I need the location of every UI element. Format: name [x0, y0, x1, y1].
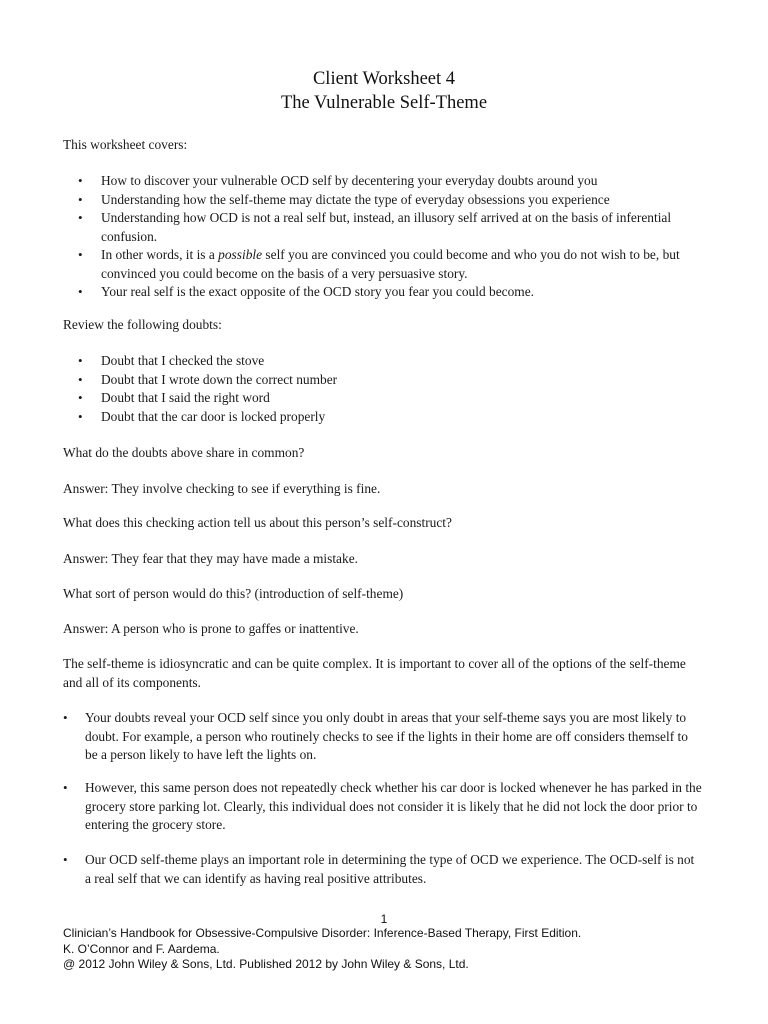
footer-line-3: @ 2012 John Wiley & Sons, Ltd. Published 2012 by John Wiley & Sons, Ltd. [63, 957, 469, 971]
doubt-item: • Doubt that the car door is locked properly [63, 408, 693, 427]
point-item: • However, this same person does not repeatedly check whether his car door is locked whenever he has parked in the grocery store parking lot. Clearly, this individual does not consider it is likely that he did not lock the door prior to entering the grocery store. [63, 779, 703, 835]
worksheet-title: The Vulnerable Self-Theme [280, 93, 488, 113]
covers-item-2: • Understanding how the self-theme may dictate the type of everyday obsessions you experience [63, 191, 693, 210]
footer-line-2: K. O’Connor and F. Aardema. [63, 941, 220, 956]
covers-item-4 [63, 246, 693, 283]
doubt-item: • Doubt that I checked the stove [63, 352, 693, 371]
point-list-2 [63, 779, 703, 835]
covers-item-5: • Your real self is the exact opposite of the OCD story you fear you could become. [63, 283, 693, 302]
covers-item-4-emphasis: possible [218, 247, 263, 262]
answer-2: Answer: They fear that they may have made a mistake. [63, 551, 358, 566]
covers-item-3: • Understanding how OCD is not a real self but, instead, an illusory self arrived at on the basis of inferential confusion. [63, 209, 693, 246]
self-theme-paragraph: The self-theme is idiosyncratic and can be quite complex. It is important to cover all of the options of the self-theme and all of its components. [63, 656, 686, 690]
answer-3: Answer: A person who is prone to gaffes or inattentive. [63, 621, 359, 636]
doubts-list [63, 352, 693, 426]
point-item: • Our OCD self-theme plays an important role in determining the type of OCD we experience. The OCD-self is not a real self that we can identify as having real positive attributes. [63, 851, 703, 888]
covers-item-4-after: self you are convinced you could become and who you do not wish to be, but convinced you could become on the basis of a very persuasive story. [101, 247, 680, 281]
question-1: What do the doubts above share in common? [63, 445, 305, 460]
review-intro-text: Review the following doubts: [63, 317, 222, 332]
covers-item-1: • How to discover your vulnerable OCD self by decentering your everyday doubts around you [63, 172, 693, 191]
page-number: 1 [380, 912, 388, 926]
doubt-item: • Doubt that I wrote down the correct number [63, 371, 693, 390]
point-list-3 [63, 851, 703, 888]
worksheet-number-title: Client Worksheet 4 [312, 69, 456, 89]
footer-line-1: Clinician’s Handbook for Obsessive-Compulsive Disorder: Inference-Based Therapy, First Edition. [63, 926, 582, 940]
intro-text: This worksheet covers: [63, 137, 188, 152]
point-list-1 [63, 709, 703, 765]
covers-item-4-before: In other words, it is a [101, 247, 219, 262]
doubt-item: • Doubt that I said the right word [63, 389, 693, 408]
question-2: What does this checking action tell us about this person’s self-construct? [63, 515, 452, 530]
answer-1: Answer: They involve checking to see if everything is fine. [63, 481, 381, 496]
question-3: What sort of person would do this? (introduction of self-theme) [63, 586, 404, 601]
footer-citation [63, 926, 703, 973]
covers-list [63, 172, 693, 302]
point-item: • Your doubts reveal your OCD self since you only doubt in areas that your self-theme says you are most likely to doubt. For example, a person who routinely checks to see if the lights in their home are off considers themself to be a person likely to have left the lights on. [63, 709, 703, 765]
